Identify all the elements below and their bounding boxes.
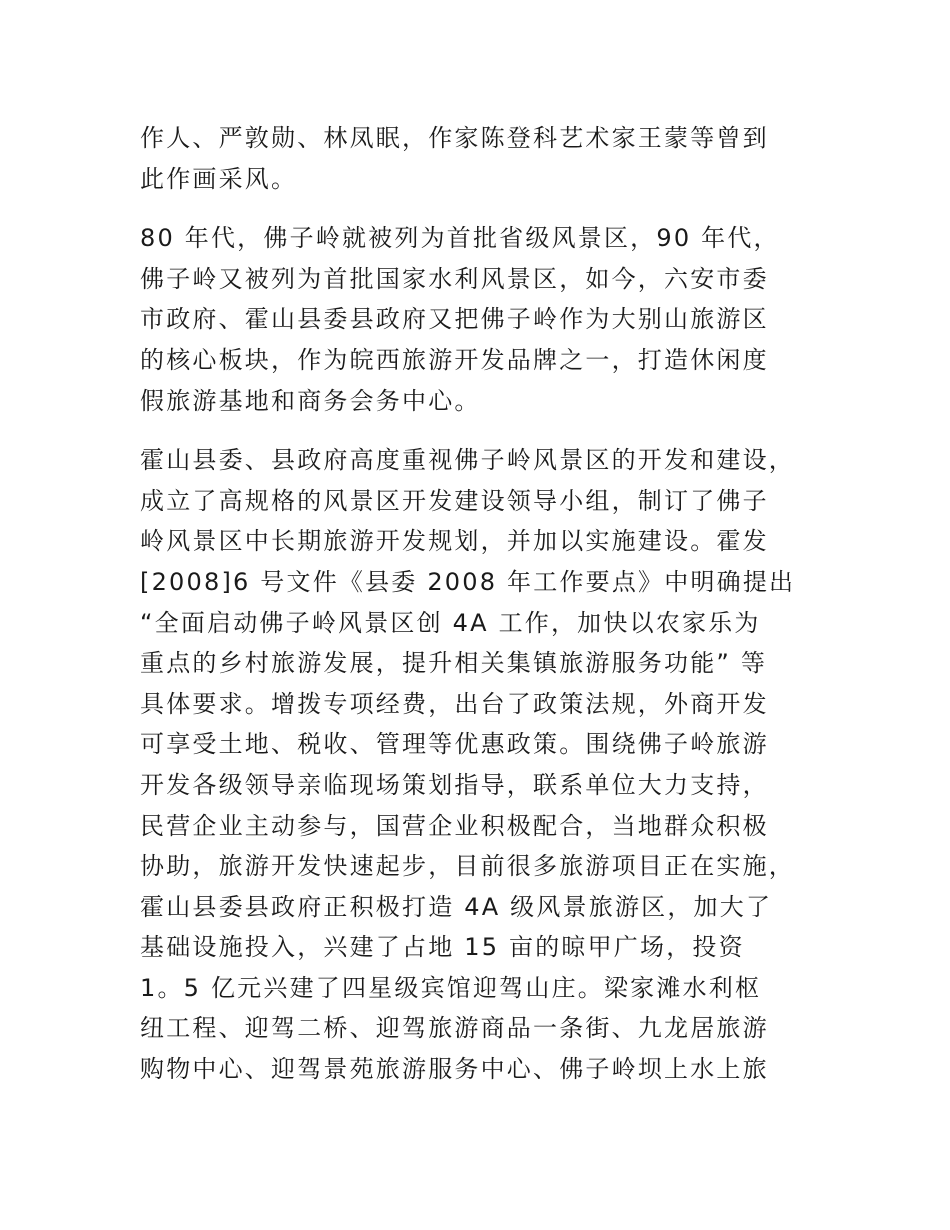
text-line: 开发各级领导亲临现场策划指导，联系单位大力支持， bbox=[140, 770, 769, 799]
text-line: 协助，旅游开发快速起步，目前很多旅游项目正在实施， bbox=[140, 852, 795, 881]
text-line: 此作画采风。 bbox=[140, 164, 298, 193]
paragraph-3 bbox=[140, 440, 840, 1090]
text-line: 具体要求。增拨专项经费，出台了政策法规，外商开发 bbox=[140, 689, 769, 718]
text-line: 基础设施投入，兴建了占地 15 亩的晾甲广场，投资 bbox=[140, 933, 745, 962]
text-line: 重点的乡村旅游发展，提升相关集镇旅游服务功能” 等 bbox=[140, 649, 768, 678]
text-line: 作人、严敦勋、林凤眠，作家陈登科艺术家王蒙等曾到 bbox=[140, 124, 769, 152]
text-line: 岭风景区中长期旅游开发规划，并加以实施建设。霍发 bbox=[140, 527, 769, 556]
text-line: 市政府、霍山县委县政府又把佛子岭作为大别山旅游区 bbox=[140, 305, 769, 334]
text-line: [2008]6 号文件《县委 2008 年工作要点》中明确提出 bbox=[140, 567, 796, 596]
text-line: “全面启动佛子岭风景区创 4A 工作，加快以农家乐为 bbox=[140, 608, 761, 637]
text-line: 纽工程、迎驾二桥、迎驾旅游商品一条街、九龙居旅游 bbox=[140, 1014, 769, 1043]
text-line: 可享受土地、税收、管理等优惠政策。围绕佛子岭旅游 bbox=[140, 730, 769, 759]
text-line: 佛子岭又被列为首批国家水利风景区，如今，六安市委 bbox=[140, 264, 769, 293]
text-line: 成立了高规格的风景区开发建设领导小组，制订了佛子 bbox=[140, 486, 769, 515]
text-line: 的核心板块，作为皖西旅游开发品牌之一，打造休闲度 bbox=[140, 345, 769, 374]
paragraph-1 bbox=[140, 118, 840, 199]
text-line: 假旅游基地和商务会务中心。 bbox=[140, 386, 481, 415]
text-line: 80 年代，佛子岭就被列为首批省级风景区，90 年代， bbox=[140, 224, 780, 253]
text-line: 霍山县委县政府正积极打造 4A 级风景旅游区，加大了 bbox=[140, 892, 773, 921]
paragraph-2 bbox=[140, 218, 840, 421]
text-line: 购物中心、迎驾景苑旅游服务中心、佛子岭坝上水上旅 bbox=[140, 1055, 769, 1084]
text-line: 1。5 亿元兴建了四星级宾馆迎驾山庄。梁家滩水利枢 bbox=[140, 973, 762, 1002]
text-line: 民营企业主动参与，国营企业积极配合，当地群众积极 bbox=[140, 811, 769, 840]
document-body bbox=[140, 118, 840, 1109]
text-line: 霍山县委、县政府高度重视佛子岭风景区的开发和建设， bbox=[140, 446, 795, 475]
